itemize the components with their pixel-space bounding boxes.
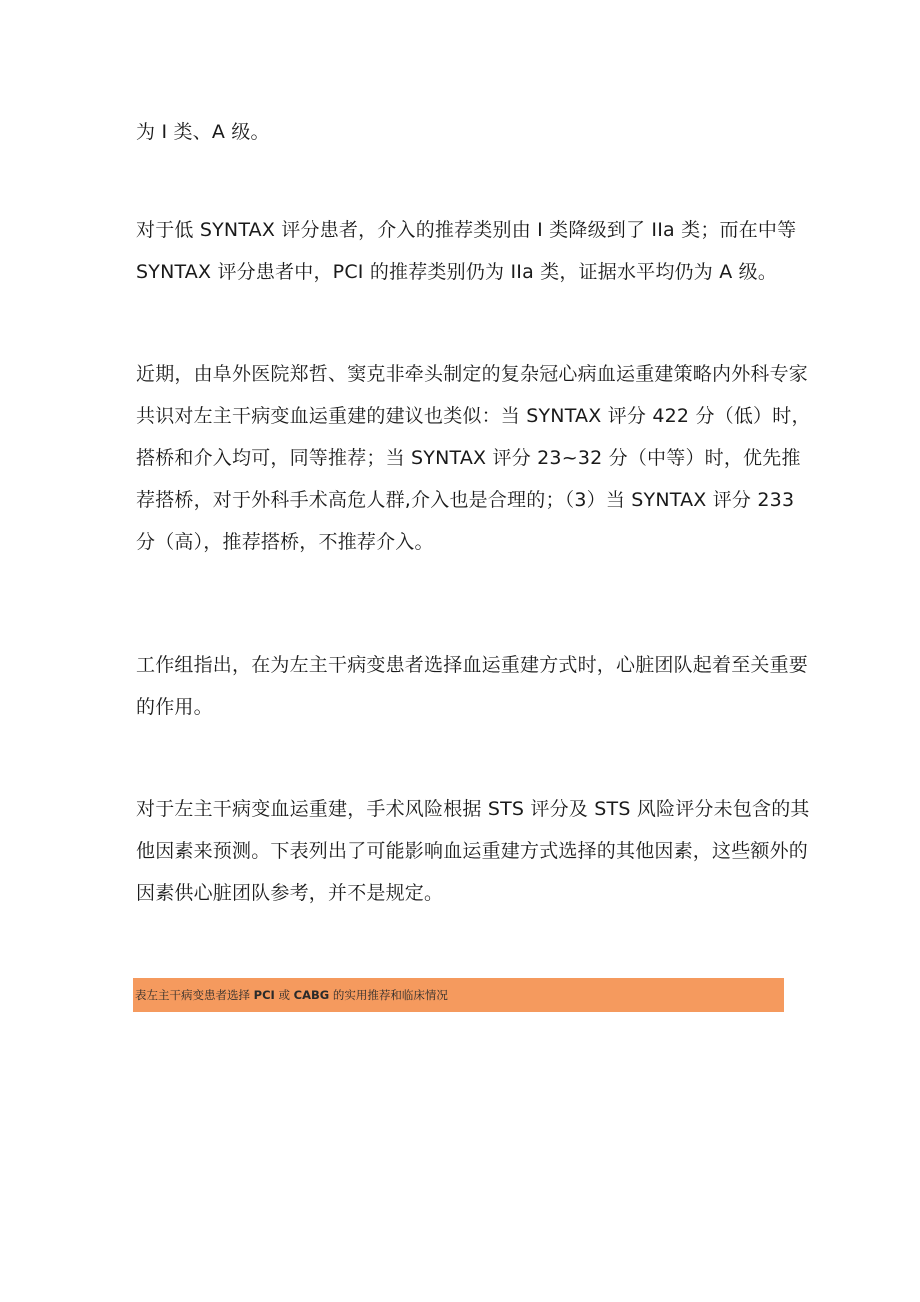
- paragraph-3-line-3: 搭桥和介入均可，同等推荐；当 SYNTAX 评分 23~32 分（中等）时，优先推: [136, 447, 801, 469]
- table-caption-pci: PCI: [253, 988, 275, 1002]
- paragraph-2-line-1: 对于低 SYNTAX 评分患者，介入的推荐类别由 I 类降级到了 IIa 类；而在中等: [136, 219, 797, 241]
- paragraph-4-line-2: 的作用。: [136, 696, 213, 718]
- table-caption-suffix: 的实用推荐和临床情况: [329, 988, 448, 1002]
- paragraph-3-line-5: 分（高），推荐搭桥，不推荐介入。: [136, 531, 434, 553]
- paragraph-5-line-3: 因素供心脏团队参考，并不是规定。: [136, 882, 444, 904]
- paragraph-5: [136, 788, 816, 914]
- paragraph-3-line-2: 共识对左主干病变血运重建的建议也类似：当 SYNTAX 评分 422 分（低）时，: [136, 405, 811, 427]
- paragraph-3-line-1: 近期，由阜外医院郑哲、窦克非牵头制定的复杂冠心病血运重建策略内外科专家: [136, 363, 809, 385]
- table-caption-middle: 或: [274, 988, 294, 1002]
- table-caption-prefix: 表左主干病变患者选择: [135, 988, 254, 1002]
- table-caption-cabg: CABG: [293, 988, 330, 1002]
- paragraph-3-line-4: 荐搭桥，对于外科手术高危人群,介入也是合理的；（3）当 SYNTAX 评分 233: [136, 489, 795, 511]
- paragraph-2-line-2: SYNTAX 评分患者中，PCI 的推荐类别仍为 IIa 类，证据水平均仍为 A 级。: [136, 261, 778, 283]
- paragraph-5-line-1: 对于左主干病变血运重建，手术风险根据 STS 评分及 STS 风险评分未包含的其: [136, 798, 810, 820]
- paragraph-3: [136, 353, 816, 563]
- paragraph-2: [136, 209, 816, 293]
- paragraph-4: [136, 644, 816, 728]
- table-caption: [133, 978, 784, 1012]
- paragraph-5-line-2: 他因素来预测。下表列出了可能影响血运重建方式选择的其他因素，这些额外的: [136, 840, 809, 862]
- paragraph-4-line-1: 工作组指出，在为左主干病变患者选择血运重建方式时，心脏团队起着至关重要: [136, 654, 809, 676]
- paragraph-1-line-1: 为 I 类、A 级。: [136, 121, 270, 143]
- paragraph-1: [136, 111, 816, 153]
